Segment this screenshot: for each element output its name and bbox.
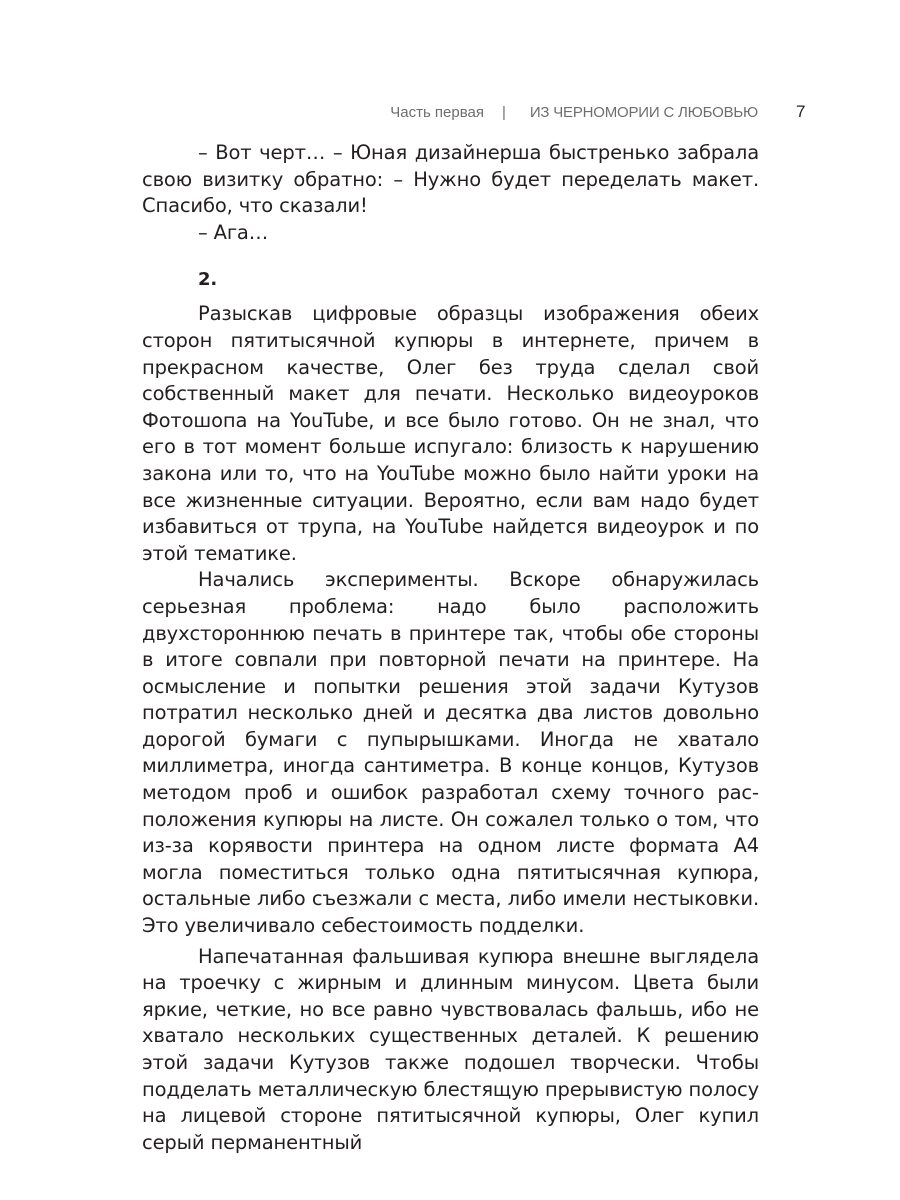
paragraph-1: Разыскав цифровые образцы изображения обеих сторон пятитысячной купюры в интернете, причем в прекрасном качестве, Олег без труда сделал свой собственный макет для печати. Несколько видеоуроков Фотошопа на YouTube, и все было готово. Он не знал, что его в тот момент больше испугало: близость к нарушению закона или то, что на YouTube можно было найти уроки на все жизненные ситуации. Вероятно, если вам надо будет избавиться от трупа, на YouTube найдется видеоурок и по этой тематике.: [142, 302, 759, 565]
part-title: Часть первая: [390, 104, 484, 121]
paragraph-dialogue-2: – Ага…: [198, 220, 269, 244]
paragraph-dialogue-1: – Вот черт… – Юная дизайнерша быстренько забрала свою визитку обратно: – Нужно будет переделать макет. Спасибо, что сказали!: [142, 141, 759, 218]
page-number: 7: [796, 102, 806, 121]
body-text: [142, 140, 759, 1156]
running-header: [0, 102, 900, 126]
section-number: 2.: [198, 269, 218, 291]
paragraph-3: Напечатанная фальшивая купюра внешне выглядела на троечку с жирным и длинным минусом. Цвета были яркие, четкие, но все равно чувствовалась фальшь, ибо не хватало нескольких существенных деталей. К решению этой задачи Кутузов также подошел творчески. Чтобы подделать металлическую блестящую прерывистую полосу на лицевой стороне пятитысячной купюры, Олег купил серый перманентный: [142, 944, 759, 1154]
paragraph-2: Начались эксперименты. Вскоре обнаружилась серьезная проблема: надо было расположить двухстороннюю печать в принтере так, чтобы обе стороны в итоге совпали при повторной печати на принтере. На осмысление и попытки решения этой задачи Кутузов потратил несколько дней и десятка два листов довольно дорогой бумаги с пупырышками. Иногда не хватало миллиметра, иногда сантиметра. В конце концов, Кутузов методом проб и ошибок разработал схему точного расположения купюры на листе. Он сожалел только о том, что из-за корявости принтера на одном листе формата А4 могла поместиться только одна пятитысячная купюра, остальные либо съезжали с места, либо имели нестыковки. Это увеличивало себестоимость подделки.: [142, 568, 759, 938]
header-separator: |: [502, 104, 506, 121]
chapter-title: ИЗ ЧЕРНОМОРИИ С ЛЮБОВЬЮ: [529, 104, 758, 121]
